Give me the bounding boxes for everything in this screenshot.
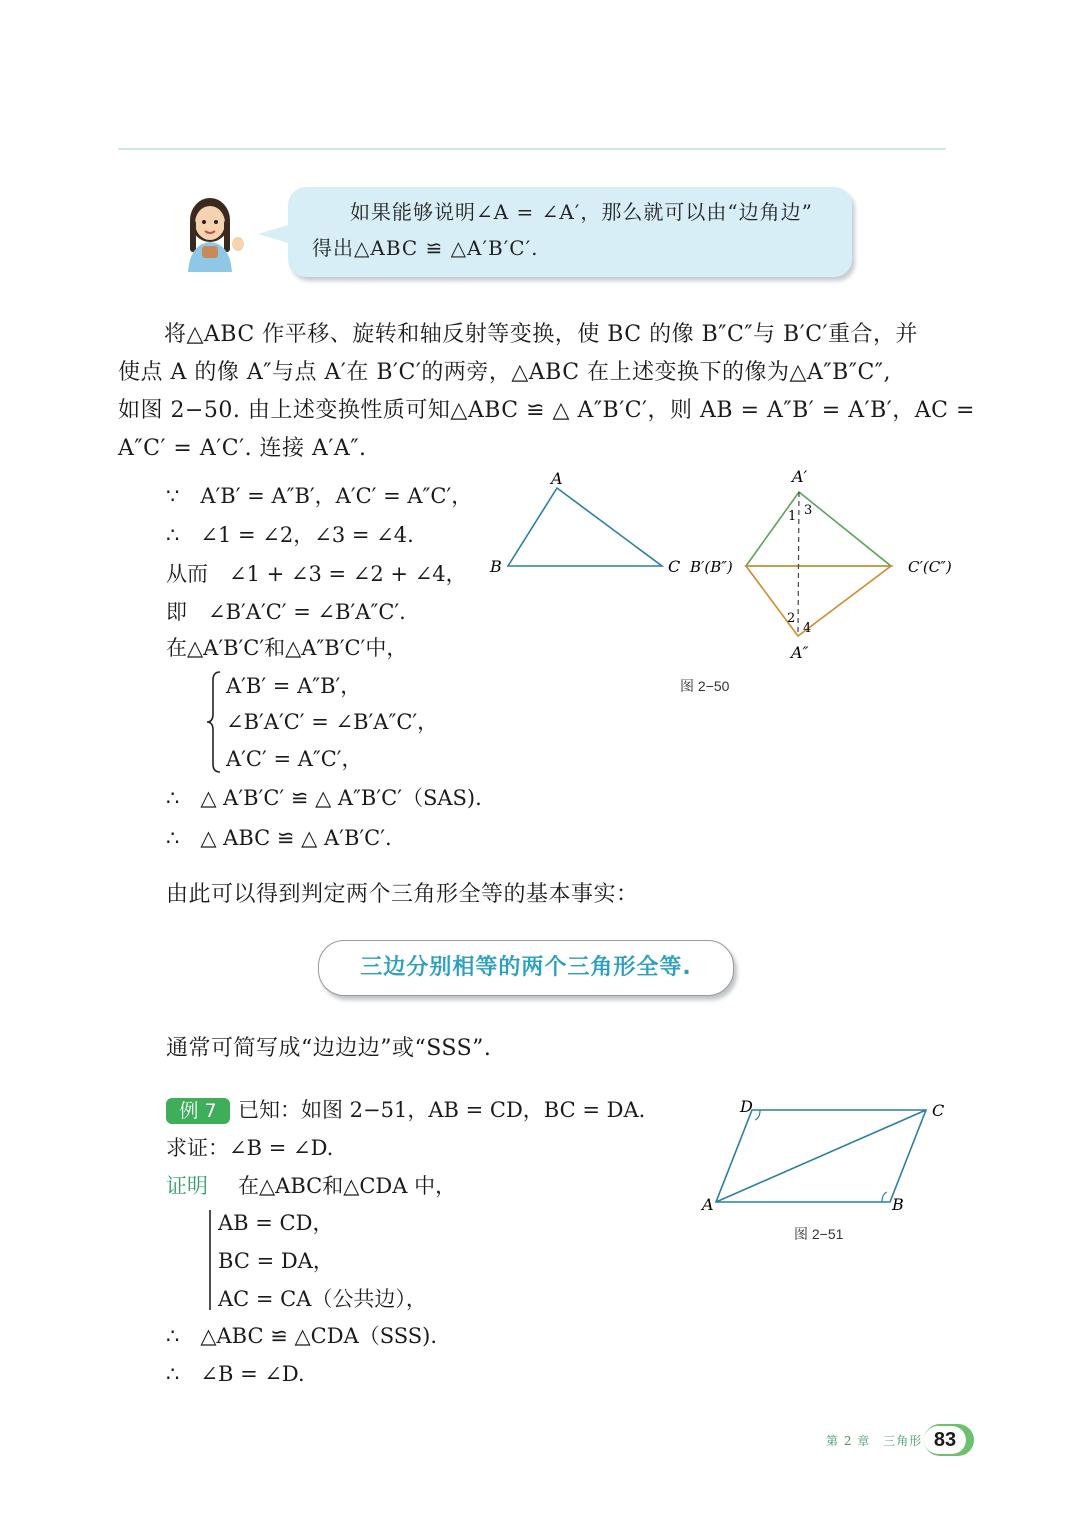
proof1-system-2: ∠B′A′C′ = ∠B′A″C′，: [226, 710, 439, 734]
angle-3: 3: [804, 503, 813, 518]
chapter-footer: 第 2 章 三角形: [826, 1434, 923, 1448]
system-bar-2: [206, 1208, 214, 1312]
triangle-lower: [746, 566, 891, 636]
page-number: 83: [924, 1426, 966, 1454]
proof1-line-3: 从而 ∠1 + ∠3 = ∠2 + ∠4，: [166, 562, 467, 586]
label-A-prime: A′: [792, 467, 808, 486]
proof1-line-1: ∵ A′B′ = A″B′，A′C′ = A″C′，: [166, 484, 473, 508]
label-D: D: [740, 1097, 753, 1116]
example-system-2: BC = DA，: [218, 1249, 334, 1273]
example-system-1: AB = CD，: [218, 1211, 334, 1235]
label-C: C: [668, 557, 681, 576]
paragraph-line-2: 使点 A 的像 A″与点 A′在 B′C′的两旁，△ABC 在上述变换下的像为△A″B″C″,: [118, 360, 891, 385]
triangle-upper: [746, 492, 891, 566]
figure-2-51-caption: 图 2−51: [794, 1226, 844, 1242]
paragraph-line-1: 将△ABC 作平移、旋转和轴反射等变换，使 BC 的像 B″C″与 B′C′重合，并: [164, 322, 919, 347]
angle-mark-d: [755, 1110, 760, 1120]
triangle-abc: [508, 488, 662, 566]
figure-2-51: [690, 1090, 960, 1220]
proof-label: 证明: [166, 1174, 208, 1198]
header-rule: [118, 148, 946, 150]
label-A-double-prime: A″: [791, 643, 809, 662]
example-conclusion-1: ∴ △ABC ≌ △CDA（SSS).: [166, 1324, 438, 1348]
example-tag: 例 7: [166, 1098, 230, 1124]
example-given: 已知：如图 2−51，AB = CD，BC = DA.: [238, 1098, 646, 1122]
figure-2-50: [480, 462, 970, 672]
proof1-line-5: 在△A′B′C′和△A″B′C′中，: [166, 636, 408, 660]
angle-1: 1: [788, 509, 797, 524]
conclusion-intro: 由此可以得到判定两个三角形全等的基本事实：: [166, 882, 639, 907]
speech-bubble: [288, 187, 852, 277]
proof1-line-7: ∴ △ ABC ≌ △ A′B′C′.: [166, 826, 392, 850]
example-system-3: AC = CA（公共边），: [218, 1287, 427, 1311]
label-B2: B: [892, 1195, 904, 1214]
example-conclusion-2: ∴ ∠B = ∠D.: [166, 1362, 305, 1386]
paragraph-line-4: A″C′ = A′C′. 连接 A′A″.: [118, 436, 367, 461]
girl-avatar-icon: [174, 190, 250, 272]
speech-line-2: 得出△ABC ≌ △A′B′C′.: [312, 236, 539, 260]
label-C-prime: C′(C″): [908, 558, 952, 576]
angle-mark-b: [882, 1192, 887, 1202]
proof1-line-4: 即 ∠B′A′C′ = ∠B′A″C′.: [166, 600, 406, 624]
example-prove: 求证：∠B = ∠D.: [166, 1136, 334, 1160]
proof1-system-1: A′B′ = A″B′，: [226, 674, 362, 698]
system-brace-1: [206, 670, 222, 774]
label-A2: A: [702, 1195, 714, 1214]
paragraph-line-3: 如图 2−50. 由上述变换性质可知△ABC ≌ △ A″B′C′，则 AB = A″B′ = A′B′，AC =: [118, 398, 975, 423]
label-A: A: [551, 469, 563, 488]
dashed-segment: [798, 492, 799, 636]
label-B: B: [490, 557, 502, 576]
proof1-system-3: A′C′ = A″C′，: [226, 747, 363, 771]
proof1-line-6: ∴ △ A′B′C′ ≌ △ A″B′C′（SAS).: [166, 786, 482, 810]
speech-line-1: 如果能够说明∠A = ∠A′，那么就可以由“边角边”: [350, 200, 813, 224]
figure-2-50-caption: 图 2−50: [680, 678, 730, 694]
abbreviation-text: 通常可简写成“边边边”或“SSS”.: [166, 1036, 492, 1061]
angle-4: 4: [803, 621, 812, 636]
proof1-line-2: ∴ ∠1 = ∠2，∠3 = ∠4.: [166, 523, 414, 547]
diagonal-ac: [716, 1110, 926, 1202]
angle-2: 2: [787, 611, 796, 626]
label-C2: C: [932, 1101, 945, 1120]
sss-theorem-banner: 三边分别相等的两个三角形全等.: [318, 940, 734, 996]
example-proof-first: 在△ABC和△CDA 中，: [238, 1174, 457, 1198]
label-B-prime: B′(B″): [690, 558, 733, 576]
